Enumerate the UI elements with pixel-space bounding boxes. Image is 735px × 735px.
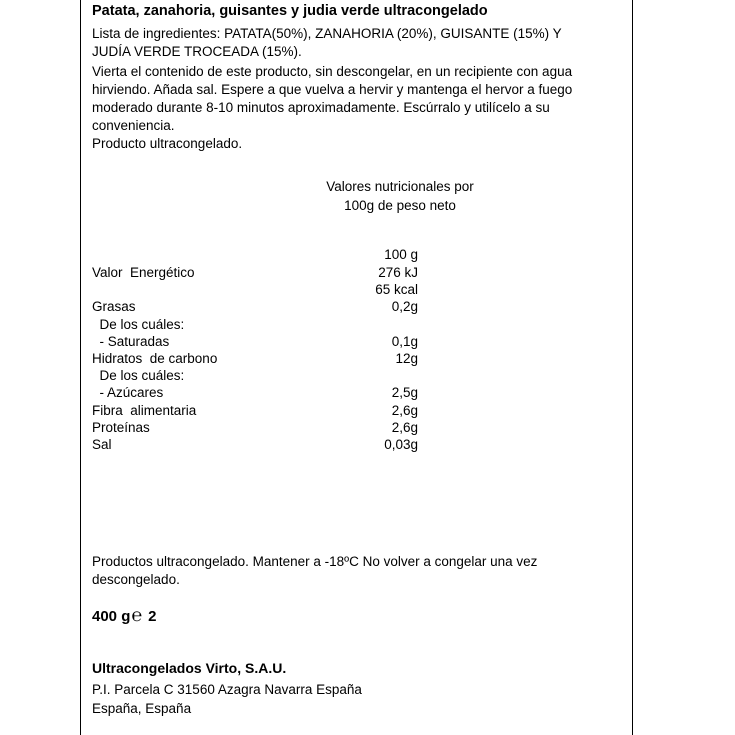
nutrition-row-label: Hidratos de carbono xyxy=(92,351,218,366)
nutrition-row-value: 65 kcal xyxy=(375,282,418,297)
ingredients-line-2: JUDÍA VERDE TROCEADA (15%). xyxy=(92,44,302,59)
nutrition-row-label: De los cuáles: xyxy=(92,317,185,332)
nutrition-header-line-2: 100g de peso neto xyxy=(344,198,456,213)
nutrition-header-line-1: Valores nutricionales por xyxy=(326,179,474,194)
nutrition-row-value: 0,03g xyxy=(384,437,418,452)
nutrition-row-value: 2,5g xyxy=(391,385,418,400)
nutrition-row-label: - Saturadas xyxy=(92,334,170,349)
nutrition-row-label: Sal xyxy=(92,437,112,452)
company-country: España, España xyxy=(92,701,192,716)
ingredients-line-1: Lista de ingredientes: PATATA(50%), ZANAHORIA (20%), GUISANTE (15%) Y xyxy=(92,26,562,41)
net-weight xyxy=(92,607,157,625)
nutrition-per-label: 100 g xyxy=(384,247,418,262)
nutrition-row-label: Grasas xyxy=(92,299,136,314)
nutrition-row-label: Proteínas xyxy=(92,420,150,435)
product-type-note: Producto ultracongelado. xyxy=(92,136,243,151)
instructions-line-1: Vierta el contenido de este producto, sin descongelar, en un recipiente con agua xyxy=(92,64,573,79)
estimated-sign-icon: ℮ xyxy=(131,605,143,625)
company-name: Ultracongelados Virto, S.A.U. xyxy=(92,660,287,676)
nutrition-row-label: De los cuáles: xyxy=(92,368,185,383)
nutrition-row-label: - Azúcares xyxy=(92,385,164,400)
nutrition-row-value: 12g xyxy=(395,351,418,366)
company-address: P.I. Parcela C 31560 Azagra Navarra España xyxy=(92,682,362,697)
net-weight-units: 2 xyxy=(148,608,157,625)
instructions-line-3: moderado durante 8-10 minutos aproximadamente. Escúrralo y utilícelo a su xyxy=(92,100,550,115)
nutrition-row-value: 2,6g xyxy=(391,420,418,435)
nutrition-row-label: Fibra alimentaria xyxy=(92,403,197,418)
storage-line-2: descongelado. xyxy=(92,572,180,587)
storage-line-1: Productos ultracongelado. Mantener a -18ºC No volver a congelar una vez xyxy=(92,554,538,569)
nutrition-row-value: 0,2g xyxy=(391,299,418,314)
net-weight-quantity: 400 g xyxy=(92,608,131,625)
nutrition-row-value: 2,6g xyxy=(391,403,418,418)
nutrition-row-value: 276 kJ xyxy=(378,265,418,280)
nutrition-row-value: 0,1g xyxy=(391,334,418,349)
instructions-line-4: conveniencia. xyxy=(92,118,175,133)
product-title: Patata, zanahoria, guisantes y judia verde ultracongelado xyxy=(92,3,488,19)
instructions-line-2: hirviendo. Añada sal. Espere a que vuelva a hervir y mantenga el hervor a fuego xyxy=(92,82,573,97)
nutrition-row-label: Valor Energético xyxy=(92,265,195,280)
